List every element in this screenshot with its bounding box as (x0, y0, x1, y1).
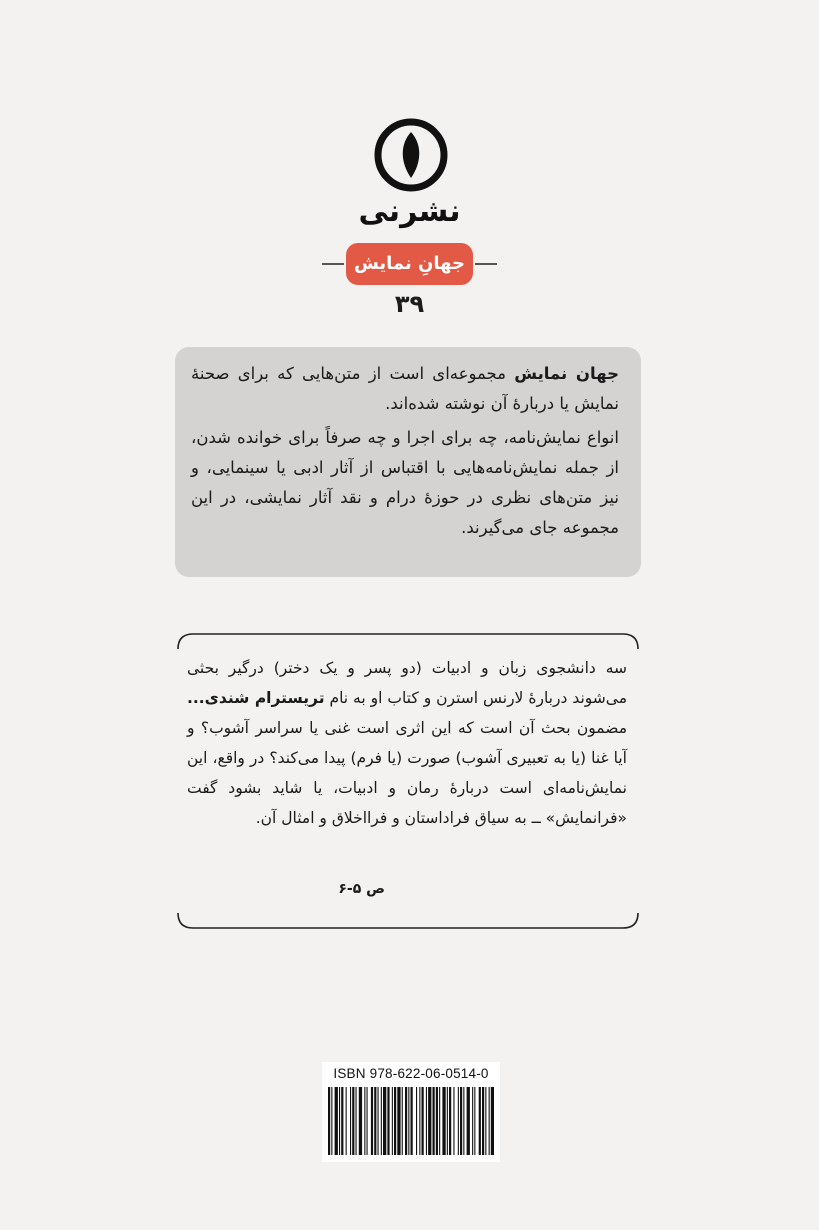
excerpt-page-reference: ص ۵-۶ (338, 881, 385, 897)
barcode-bar (392, 1087, 393, 1155)
barcode-bar (458, 1087, 459, 1155)
barcode-bar (491, 1087, 494, 1155)
leaf-circle-icon (374, 118, 448, 192)
barcode-bar (394, 1087, 396, 1155)
barcode-bar (472, 1087, 473, 1155)
barcode-bar (436, 1087, 438, 1155)
barcode-bar (352, 1087, 354, 1155)
barcode-bar (335, 1087, 338, 1155)
series-divider-right (475, 263, 497, 265)
barcode-bar (482, 1087, 484, 1155)
barcode-bar (416, 1087, 417, 1155)
series-badge: جهانِ نمایش (346, 243, 473, 285)
publisher-name: نشرنی (358, 194, 461, 229)
series-description-intro (191, 359, 619, 419)
barcode-bar (447, 1087, 448, 1155)
barcode-bar (364, 1087, 365, 1155)
barcode-bar (411, 1087, 413, 1155)
barcode-bar (339, 1087, 340, 1155)
excerpt-box (175, 631, 641, 931)
barcode-bar (463, 1087, 464, 1155)
barcode-bar (426, 1087, 427, 1155)
barcode-bar (442, 1087, 445, 1155)
barcode-bar (387, 1087, 389, 1155)
barcode-label (322, 1062, 500, 1162)
barcode-bar (419, 1087, 420, 1155)
barcode-bar (328, 1087, 330, 1155)
barcode-bar (479, 1087, 481, 1155)
barcode-bar (474, 1087, 475, 1155)
barcode-bar (485, 1087, 486, 1155)
barcode-bar (381, 1087, 382, 1155)
excerpt-text-part-2: مضمون بحث آن است که این اثری است غنی یا سراسر آشوب؟ و آیا غنا (یا به تعبیری آشوب) صورت (یا فرم) پیدا می‌کند؟ در واقع، این نمایش‌نامه‌ای است دربارهٔ رمان و ادبیات، یا شاید بشود گفت «فرانمایش» ــ به سیاق فراداستان و فرااخلاق و امثال آن. (187, 719, 627, 827)
barcode-bar (346, 1087, 347, 1155)
series-description-intro-rest: مجموعه‌ای است از متن‌هایی که برای صحنهٔ نمایش یا دربارهٔ آن نوشته شده‌اند. (191, 364, 619, 413)
excerpt-text (187, 653, 627, 833)
series-description-paragraph: انواع نمایش‌نامه، چه برای اجرا و چه صرفاً برای خوانده شدن، از جمله نمایش‌نامه‌هایی با اقتباس از آثار ادبی یا سینمایی، و نیز متن‌های نظری در حوزهٔ درام و نقد آثار نمایشی، در این مجموعه جای می‌گیرند. (191, 428, 619, 537)
barcode-bar (428, 1087, 431, 1155)
barcode-bar (449, 1087, 451, 1155)
barcode-bar (422, 1087, 424, 1155)
isbn-number: ISBN 978-622-06-0514-0 (333, 1066, 489, 1081)
barcode-bar (402, 1087, 403, 1155)
barcode-bar (378, 1087, 379, 1155)
barcode-bar (383, 1087, 386, 1155)
barcode-bar (367, 1087, 368, 1155)
barcode-bar (331, 1087, 332, 1155)
barcode-bar (439, 1087, 440, 1155)
barcode-bar (467, 1087, 470, 1155)
barcode-bar (460, 1087, 462, 1155)
series-label-row (0, 243, 819, 285)
barcode-icon (328, 1087, 494, 1155)
barcode-bar (356, 1087, 357, 1155)
series-description-box (175, 347, 641, 577)
barcode-bar (433, 1087, 435, 1155)
series-number: ۳۹ (394, 290, 425, 318)
excerpt-text-part-1: سه دانشجوی زبان و ادبیات (دو پسر و یک دختر) درگیر بحثی می‌شوند دربارهٔ لارنس استرن و کتاب او به نام (187, 659, 627, 707)
barcode-bar (408, 1087, 409, 1155)
barcode-bar (489, 1087, 490, 1155)
excerpt-book-title: تریسترام شندی... (187, 689, 325, 707)
barcode-bar (341, 1087, 343, 1155)
barcode-bar (371, 1087, 373, 1155)
barcode-bar (405, 1087, 407, 1155)
series-divider-left (322, 263, 344, 265)
barcode-bar (374, 1087, 376, 1155)
barcode-bar (453, 1087, 454, 1155)
barcode-bar (350, 1087, 351, 1155)
barcode-bar (359, 1087, 362, 1155)
barcode-bar (397, 1087, 400, 1155)
series-term: جهان نمایش (514, 364, 619, 383)
